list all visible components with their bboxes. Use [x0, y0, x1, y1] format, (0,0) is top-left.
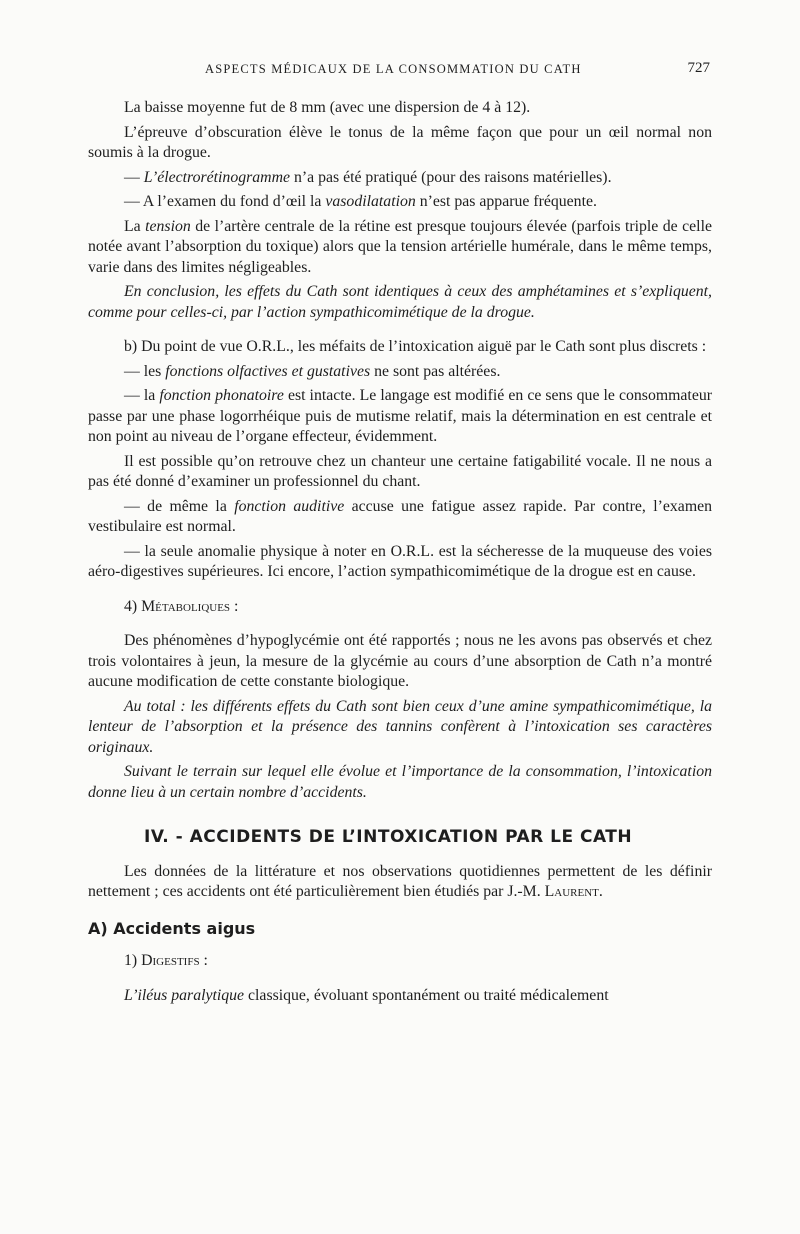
page-number: 727 — [687, 60, 710, 76]
paragraph: L’épreuve d’obscuration élève le tonus de la même façon que pour un œil normal non soumis à la drogue. — [88, 123, 712, 161]
section-heading-metaboliques: 4) Métaboliques : — [124, 597, 239, 615]
paragraph: Il est possible qu’on retrouve chez un chanteur une certaine fatigabilité vocale. Il ne nous a pas été donné d’examiner un professionnel du chant. — [88, 452, 712, 490]
section-heading-digestifs: 1) Digestifs : — [124, 952, 208, 969]
paragraph: — la seule anomalie physique à noter en O.R.L. est la sécheresse de la muqueuse des voies aéro-digestives supérieures. Ici encore, l’action sympathicomimétique de la drogue est en cause. — [88, 542, 712, 580]
body-text — [88, 98, 712, 1010]
paragraph: L’iléus paralytique classique, évoluant spontanément ou traité médicalement — [124, 986, 609, 1004]
conclusion-paragraph: En conclusion, les effets du Cath sont identiques à ceux des amphétamines et s’expliquent, comme pour celles-ci, par l’action sympathicomimétique de la drogue. — [88, 283, 712, 321]
paragraph: — la fonction phonatoire est intacte. Le langage est modifié en ce sens que le consommateur passe par une phase logorrhéique puis de mutisme relatif, mais la détermination en est centrale et non point au niveau de l’organe effecteur, évidemment. — [88, 387, 712, 445]
paragraph: Les données de la littérature et nos observations quotidiennes permettent de les définir nettement ; ces accidents ont été particulièrement bien étudiés par J.-M. Laurent. — [88, 862, 712, 900]
subsection-title: A) Accidents aigus — [88, 918, 256, 938]
section-title: IV. - ACCIDENTS DE L’INTOXICATION PAR LE CATH — [144, 827, 633, 847]
paragraph: — A l’examen du fond d’œil la vasodilatation n’est pas apparue fréquente. — [124, 193, 597, 210]
page-header — [0, 62, 800, 84]
paragraph: La tension de l’artère centrale de la rétine est presque toujours élevée (parfois triple de celle notée avant l’absorption du toxique) alors que la tension artérielle humérale, dans le même temps, varie dans des limites négligeables. — [88, 217, 712, 276]
paragraph: b) Du point de vue O.R.L., les méfaits de l’intoxication aiguë par le Cath sont plus discrets : — [124, 338, 707, 355]
summary-paragraph: Suivant le terrain sur lequel elle évolue et l’importance de la consommation, l’intoxication donne lieu à un certain nombre d’accidents. — [88, 763, 712, 801]
paragraph: — L’électrorétinogramme n’a pas été pratiqué (pour des raisons matérielles). — [124, 168, 612, 186]
running-head: ASPECTS MÉDICAUX DE LA CONSOMMATION DU CATH — [205, 62, 582, 76]
paragraph: Des phénomènes d’hypoglycémie ont été rapportés ; nous ne les avons pas observés et chez trois volontaires à jeun, la mesure de la glycémie au cours d’une absorption de Cath n’a montré aucune modification de cette constante biologique. — [88, 632, 712, 690]
summary-paragraph: Au total : les différents effets du Cath sont bien ceux d’une amine sympathicomimétique, la lenteur de l’absorption et la présence des tannins confèrent à l’intoxication ses caractères originaux. — [88, 697, 712, 756]
paragraph: La baisse moyenne fut de 8 mm (avec une dispersion de 4 à 12). — [124, 99, 531, 116]
paragraph: — de même la fonction auditive accuse une fatigue assez rapide. Par contre, l’examen vestibulaire est normal. — [88, 497, 713, 535]
paragraph: — les fonctions olfactives et gustatives ne sont pas altérées. — [124, 362, 501, 380]
